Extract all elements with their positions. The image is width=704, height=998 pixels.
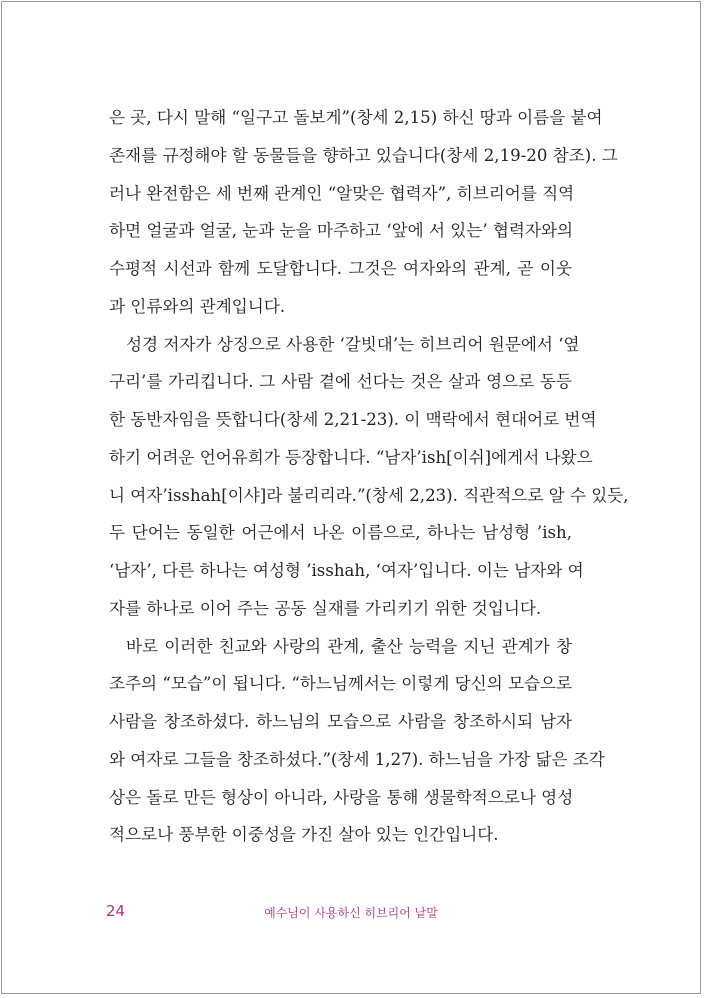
text-line: 조주의 “모습”이 됩니다. “하느님께서는 이렇게 당신의 모습으로 bbox=[109, 674, 573, 694]
text-line: 자를 하나로 이어 주는 공동 실재를 가리키기 위한 것입니다. bbox=[109, 598, 542, 618]
text-line: 한 동반자임을 뜻합니다(창세 2,21-23). 이 맥락에서 현대어로 번역 bbox=[109, 410, 597, 429]
text-line: 하면 얼굴과 얼굴, 눈과 눈을 마주하고 ‘앞에 서 있는’ 협력자와의 bbox=[109, 221, 574, 241]
text-line: 존재를 규정해야 할 동물들을 향하고 있습니다(창세 2,19-20 참조). 그 bbox=[109, 145, 618, 165]
text-line: 과 인류와의 관계입니다. bbox=[109, 296, 286, 316]
body-text bbox=[109, 99, 629, 854]
text-line: 사람을 창조하셨다. 하느님의 모습으로 사람을 창조하시되 남자 bbox=[109, 712, 572, 731]
book-page bbox=[1, 1, 701, 994]
text-line: 니 여자’isshah[이샤]라 불리리라.”(창세 2,23). 직관적으로 알 수 있듯, bbox=[109, 485, 629, 505]
text-line: 성경 저자가 상징으로 사용한 ‘갈빗대’는 히브리어 원문에서 ‘옆 bbox=[126, 334, 580, 354]
running-footer-title: 예수님이 사용하신 히브리어 낱말 bbox=[264, 906, 438, 920]
text-line: 하기 어려운 언어유희가 등장합니다. “남자’ish[이쉬]에게서 나왔으 bbox=[109, 447, 593, 467]
text-line: 상은 돌로 만든 형상이 아니라, 사랑을 통해 생물학적으로나 영성 bbox=[109, 787, 574, 807]
text-line: 두 단어는 동일한 어근에서 나온 이름으로, 하나는 남성형 ’ish, bbox=[109, 523, 572, 543]
text-line: 러나 완전함은 세 번째 관계인 “알맞은 협력자”, 히브리어를 직역 bbox=[109, 183, 575, 203]
text-line: 와 여자로 그들을 창조하셨다.”(창세 1,27). 하느님을 가장 닮은 조각 bbox=[109, 749, 605, 769]
text-line: 바로 이러한 친교와 사랑의 관계, 출산 능력을 지닌 관계가 창 bbox=[126, 636, 572, 656]
text-line: 구리’를 가리킵니다. 그 사람 곁에 선다는 것은 살과 영으로 동등 bbox=[109, 372, 572, 392]
text-line: 은 곳, 다시 말해 “일구고 돌보게”(창세 2,15) 하신 땅과 이름을 붙여 bbox=[109, 108, 603, 127]
text-line: 수평적 시선과 함께 도달합니다. 그것은 여자와의 관계, 곧 이웃 bbox=[109, 259, 572, 278]
text-line: 적으로나 풍부한 이중성을 가진 살아 있는 인간입니다. bbox=[109, 825, 499, 845]
text-line: ‘남자’, 다른 하나는 여성형 ’isshah, ‘여자’입니다. 이는 남자와 여 bbox=[109, 561, 584, 580]
page-number: 24 bbox=[106, 902, 126, 920]
